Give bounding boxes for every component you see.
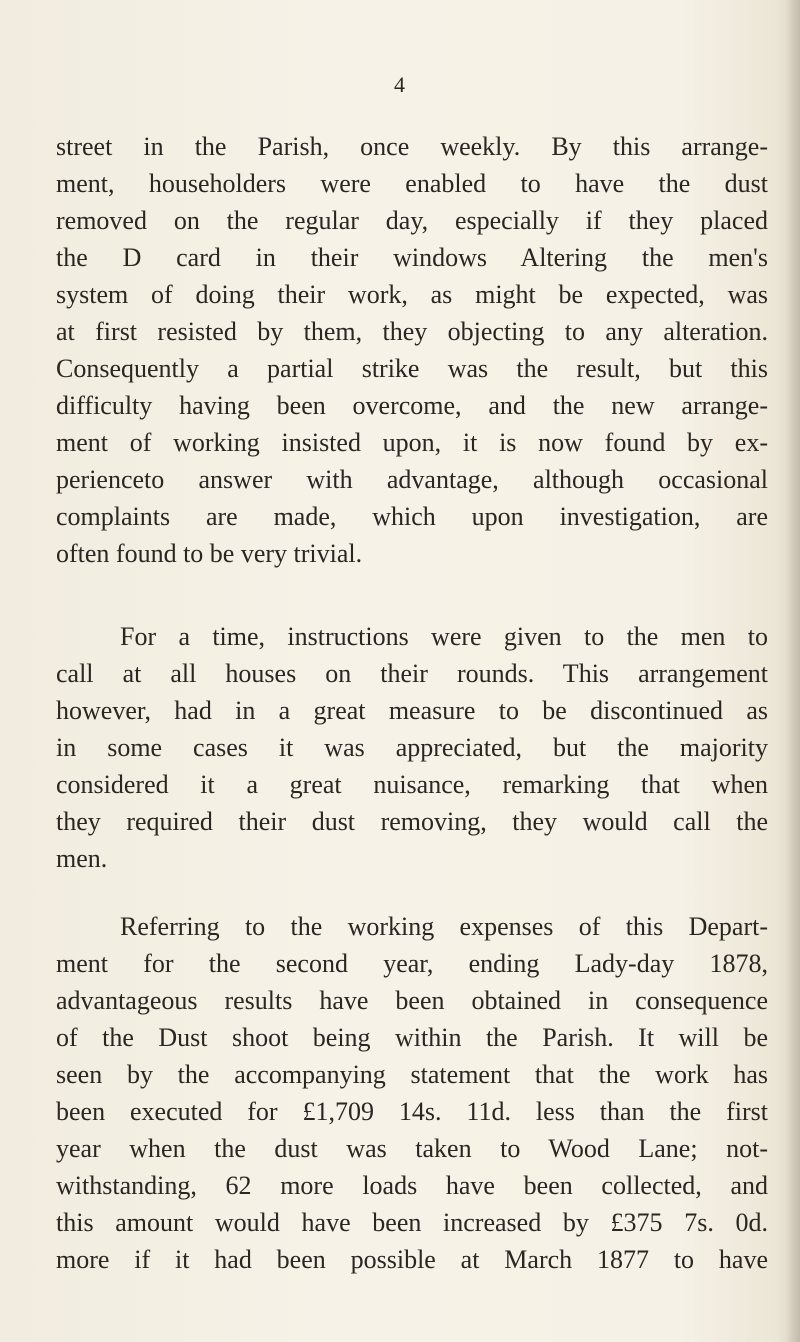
paragraph-line: ment, householders were enabled to have the dust: [56, 169, 768, 198]
paragraph-line: they required their dust removing, they would call the: [56, 807, 768, 836]
paragraph-line: men.: [56, 844, 108, 873]
paragraph-line: in some cases it was appreciated, but the majority: [56, 733, 768, 762]
paragraph-2: [56, 618, 768, 877]
page-number: 4: [394, 72, 406, 97]
paragraph-line: system of doing their work, as might be expected, was: [56, 280, 768, 309]
paragraph-line: advantageous results have been obtained in consequence: [56, 986, 768, 1015]
paragraph-line: been executed for £1,709 14s. 11d. less than the first: [56, 1097, 768, 1126]
paragraph-line: For a time, instructions were given to the men to: [120, 622, 768, 651]
paragraph-line: often found to be very trivial.: [56, 539, 363, 568]
paragraph-line: withstanding, 62 more loads have been collected, and: [56, 1171, 768, 1200]
paragraph-3: [56, 908, 768, 1278]
paragraph-line: complaints are made, which upon investigation, are: [56, 502, 768, 531]
page-edge-shadow: [786, 0, 800, 1342]
paragraph-line: considered it a great nuisance, remarking that when: [56, 770, 768, 799]
paragraph-line: this amount would have been increased by £375 7s. 0d.: [56, 1208, 768, 1237]
paragraph-line: ment for the second year, ending Lady-day 1878,: [56, 949, 768, 978]
paragraph-line: Consequently a partial strike was the result, but this: [56, 354, 768, 383]
paragraph-line: seen by the accompanying statement that the work has: [56, 1060, 768, 1089]
paragraph-line: street in the Parish, once weekly. By this arrange-: [56, 132, 768, 161]
paragraph-line: difficulty having been overcome, and the new arrange-: [56, 391, 768, 420]
paragraph-line: year when the dust was taken to Wood Lane; not-: [56, 1134, 768, 1163]
paragraph-line: however, had in a great measure to be discontinued as: [56, 696, 768, 725]
paragraph-line: perienceto answer with advantage, although occasional: [56, 465, 768, 494]
paragraph-line: the D card in their windows Altering the men's: [56, 243, 768, 272]
paragraph-line: of the Dust shoot being within the Parish. It will be: [56, 1023, 768, 1052]
paragraph-1: [56, 128, 768, 572]
paragraph-line: call at all houses on their rounds. This arrangement: [56, 659, 768, 688]
paragraph-line: Referring to the working expenses of this Depart-: [120, 912, 768, 941]
paragraph-line: more if it had been possible at March 1877 to have: [56, 1245, 768, 1274]
paragraph-line: ment of working insisted upon, it is now found by ex-: [56, 428, 768, 457]
paragraph-line: at first resisted by them, they objecting to any alteration.: [56, 317, 768, 346]
paragraph-line: removed on the regular day, especially if they placed: [56, 206, 768, 235]
